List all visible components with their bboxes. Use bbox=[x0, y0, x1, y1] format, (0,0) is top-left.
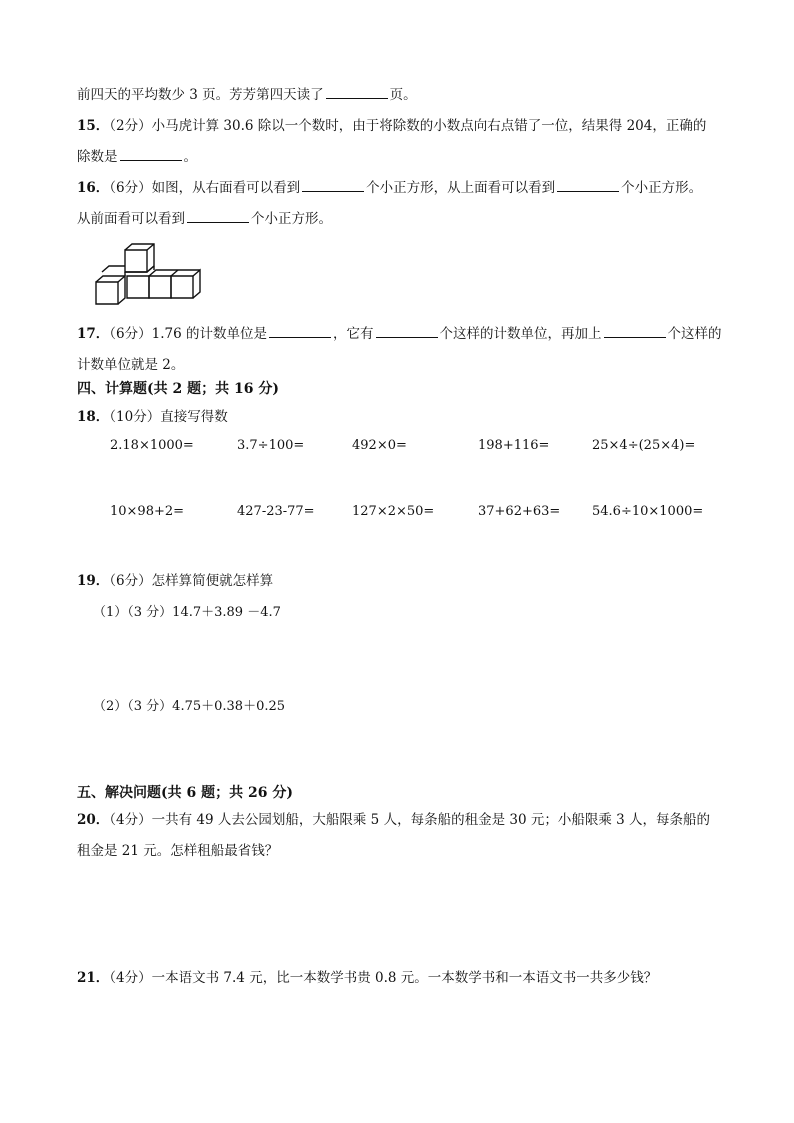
q17-blank-unit[interactable] bbox=[269, 325, 331, 338]
q16-text-d: 从前面看可以看到 bbox=[77, 211, 185, 227]
q15-text-2: 除数是 bbox=[77, 149, 118, 165]
q15-answer-blank[interactable] bbox=[120, 148, 182, 161]
calc-item: 54.6÷10×1000= bbox=[592, 504, 704, 519]
q19-number: 19． bbox=[77, 573, 110, 589]
q19-text: （6分）怎样算简便就怎样算 bbox=[109, 573, 274, 589]
q14-tail-line bbox=[77, 83, 417, 103]
calc-item: 492×0= bbox=[352, 438, 407, 453]
calc-item: 2.18×1000= bbox=[110, 438, 194, 453]
q20-number: 20． bbox=[77, 812, 110, 828]
calc-item: 3.7÷100= bbox=[237, 438, 305, 453]
q16-line2 bbox=[77, 207, 332, 227]
q17-line2: 计数单位就是 2。 bbox=[77, 357, 185, 373]
calc-item: 198+116= bbox=[478, 438, 550, 453]
q16-line1 bbox=[77, 176, 702, 196]
q18-line bbox=[77, 405, 228, 425]
q17-line1 bbox=[77, 322, 722, 342]
q16-number: 16． bbox=[77, 180, 110, 196]
q17-text-a: （6分）1.76 的计数单位是 bbox=[109, 326, 267, 342]
q21-line bbox=[77, 966, 657, 986]
q17-text-d: 个这样的 bbox=[667, 326, 722, 342]
q18-number: 18． bbox=[77, 409, 110, 425]
q16-blank-front[interactable] bbox=[187, 210, 249, 223]
q16-text-b: 个小正方形，从上面看可以看到 bbox=[366, 180, 556, 196]
q17-number: 17． bbox=[77, 326, 110, 342]
q14-tail-text: 前四天的平均数少 3 页。芳芳第四天读了 bbox=[77, 87, 324, 103]
calc-item: 10×98+2= bbox=[110, 504, 185, 519]
q16-blank-top[interactable] bbox=[557, 179, 619, 192]
q21-number: 21． bbox=[77, 970, 110, 986]
q14-tail-suffix: 页。 bbox=[389, 87, 417, 103]
cube-figure bbox=[92, 240, 212, 308]
q21-text: （4分）一本语文书 7.4 元，比一本数学书贵 0.8 元。一本数学书和一本语文书一共多少钱？ bbox=[109, 970, 658, 986]
q19-line bbox=[77, 569, 273, 589]
q16-text-e: 个小正方形。 bbox=[251, 211, 332, 227]
calc-item: 127×2×50= bbox=[352, 504, 435, 519]
q17-text-b: ，它有 bbox=[333, 326, 374, 342]
q14-answer-blank[interactable] bbox=[326, 86, 388, 99]
q15-text: （2分）小马虎计算 30.6 除以一个数时，由于将除数的小数点向右点错了一位，结果得 204，正确的 bbox=[109, 118, 707, 134]
q17-blank-count[interactable] bbox=[376, 325, 438, 338]
calc-item: 37+62+63= bbox=[478, 504, 561, 519]
q16-blank-right[interactable] bbox=[302, 179, 364, 192]
q20-text: （4分）一共有 49 人去公园划船，大船限乘 5 人，每条船的租金是 30 元；小船限乘 3 人，每条船的 bbox=[109, 812, 710, 828]
calc-item: 25×4÷(25×4)= bbox=[592, 438, 696, 453]
q16-text-a: （6分）如图，从右面看可以看到 bbox=[109, 180, 301, 196]
section-5-heading: 五、解决问题(共 6 题；共 26 分) bbox=[77, 785, 293, 801]
q15-number: 15． bbox=[77, 118, 110, 134]
section-4-heading: 四、计算题(共 2 题；共 16 分) bbox=[77, 381, 279, 397]
q16-text-c: 个小正方形。 bbox=[621, 180, 703, 196]
q18-text: （10分）直接写得数 bbox=[109, 409, 228, 425]
q19-sub2: （2）（3 分）4.75＋0.38＋0.25 bbox=[93, 699, 286, 714]
calc-item: 427-23-77= bbox=[237, 504, 315, 519]
q15-line1 bbox=[77, 114, 706, 134]
q20-line1 bbox=[77, 808, 710, 828]
q17-blank-add[interactable] bbox=[604, 325, 666, 338]
q17-text-c: 个这样的计数单位，再加上 bbox=[439, 326, 602, 342]
q20-line2: 租金是 21 元。怎样租船最省钱？ bbox=[77, 843, 279, 859]
q15-text-3: 。 bbox=[183, 149, 197, 165]
q19-sub1: （1）（3 分）14.7＋3.89 －4.7 bbox=[93, 605, 281, 620]
q15-line2 bbox=[77, 145, 197, 165]
